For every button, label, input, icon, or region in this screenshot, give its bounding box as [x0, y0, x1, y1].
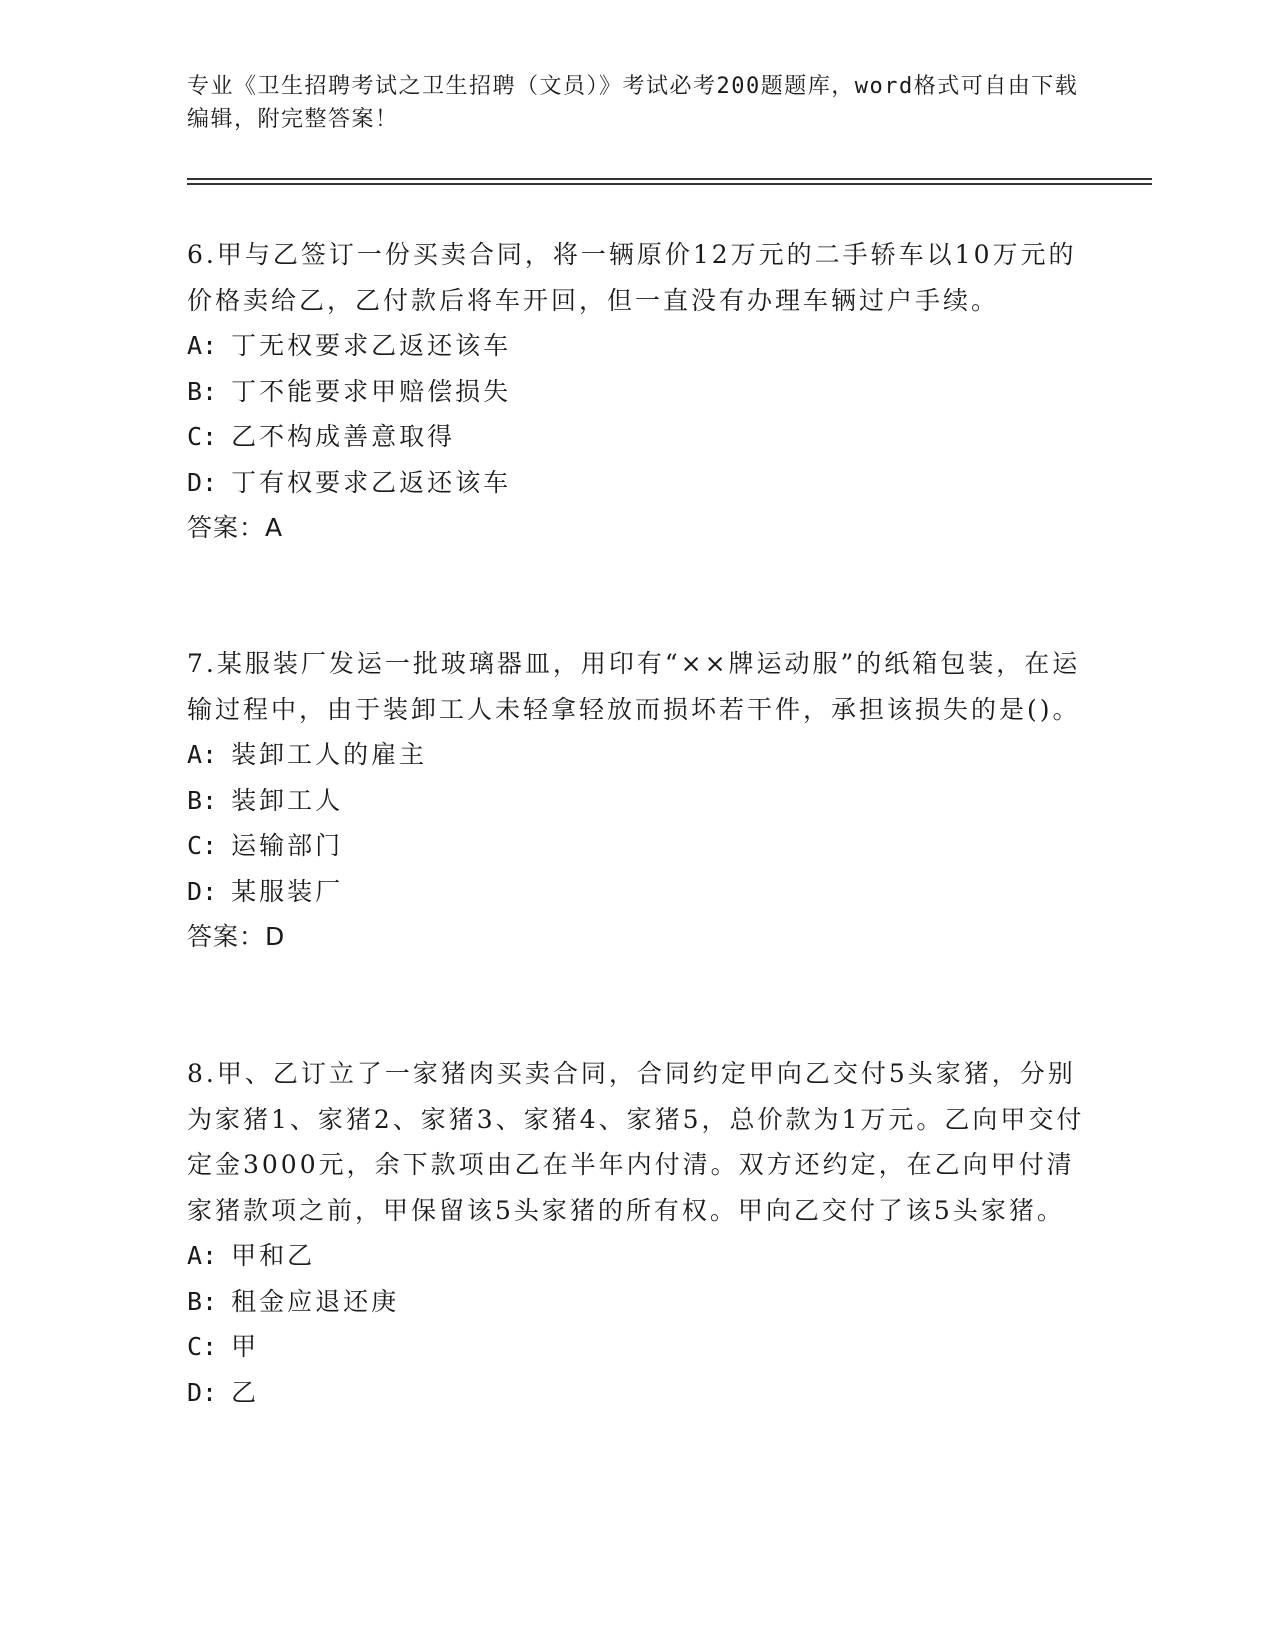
question-stem: 6.甲与乙签订一份买卖合同，将一辆原价12万元的二手轿车以10万元的价格卖给乙，乙付款后将车开回，但一直没有办理车辆过户手续。	[187, 240, 1077, 315]
option-text: 装卸工人	[231, 785, 344, 815]
option-text: 租金应退还庚	[231, 1286, 400, 1316]
question-8	[187, 1051, 1087, 1415]
option-letter: C:	[187, 1332, 218, 1361]
question-stem: 8.甲、乙订立了一家猪肉买卖合同，合同约定甲向乙交付5头家猪，分别为家猪1、家猪2、家猪3、家猪4、家猪5，总价款为1万元。乙向甲交付定金3000元，余下款项由乙在半年内付清。双方还约定，在乙向甲付清家猪款项之前，甲保留该5头家猪的所有权。甲向乙交付了该5头家猪。	[187, 1059, 1085, 1225]
option-letter: C:	[187, 422, 218, 451]
option-b	[187, 1279, 1087, 1325]
question-stem: 7.某服装厂发运一批玻璃器皿，用印有“××牌运动服”的纸箱包装，在运输过程中，由于装卸工人未轻拿轻放而损坏若干件，承担该损失的是()。	[187, 649, 1081, 724]
option-text: 乙不构成善意取得	[231, 422, 456, 451]
option-a	[187, 1233, 1087, 1279]
question-6	[187, 232, 1087, 551]
option-text: 丁无权要求乙返还该车	[231, 331, 512, 360]
option-text: 甲	[231, 1332, 260, 1361]
header-divider-top	[187, 178, 1152, 180]
option-b	[187, 369, 1087, 415]
question-7	[187, 641, 1087, 960]
option-letter: B:	[187, 1286, 218, 1316]
header-divider-bottom	[187, 183, 1152, 185]
option-text: 丁有权要求乙返还该车	[231, 467, 512, 497]
option-text: 运输部门	[231, 831, 344, 860]
option-a	[187, 323, 1087, 369]
option-c	[187, 414, 1087, 460]
option-letter: B:	[187, 785, 218, 815]
option-text: 甲和乙	[231, 1241, 316, 1270]
answer-label: 答案：A	[187, 513, 284, 542]
document-header: 专业《卫生招聘考试之卫生招聘（文员）》考试必考200题题库，word格式可自由下载编辑，附完整答案！	[187, 74, 1079, 132]
option-c	[187, 823, 1087, 869]
option-text: 丁不能要求甲赔偿损失	[231, 376, 512, 406]
option-text: 某服装厂	[231, 876, 344, 906]
option-d	[187, 1370, 1087, 1416]
option-d	[187, 869, 1087, 915]
option-letter: A:	[187, 331, 218, 360]
option-a	[187, 732, 1087, 778]
option-d	[187, 460, 1087, 506]
option-text: 装卸工人的雇主	[231, 740, 428, 769]
option-text: 乙	[231, 1377, 260, 1407]
option-letter: C:	[187, 831, 218, 860]
answer-label: 答案：D	[187, 922, 286, 951]
option-letter: D:	[187, 876, 218, 906]
option-c	[187, 1324, 1087, 1370]
option-letter: B:	[187, 376, 218, 406]
option-letter: A:	[187, 1241, 218, 1270]
option-letter: D:	[187, 1377, 218, 1407]
option-letter: D:	[187, 467, 218, 497]
option-letter: A:	[187, 740, 218, 769]
option-b	[187, 778, 1087, 824]
